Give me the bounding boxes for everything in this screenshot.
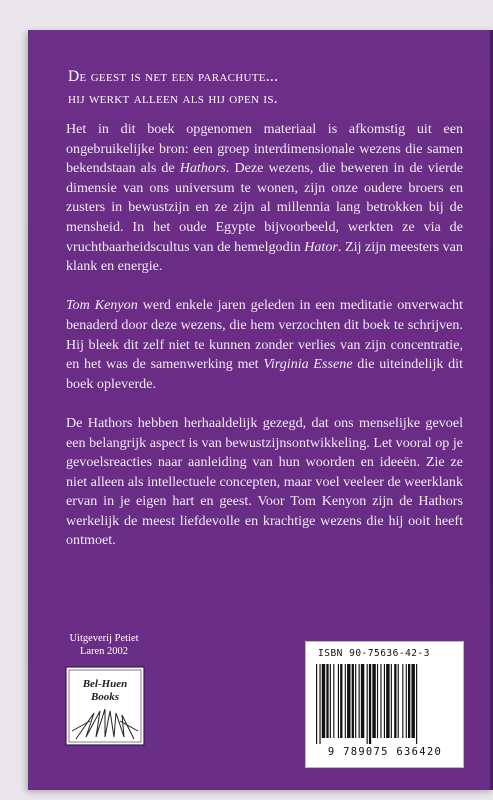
barcode-bar bbox=[326, 664, 328, 738]
barcode-bar bbox=[391, 664, 392, 738]
barcode-bar bbox=[355, 664, 356, 738]
headline-line-1: De geest is net een parachute... bbox=[68, 68, 279, 85]
barcode-bar bbox=[367, 664, 368, 744]
barcode-bar bbox=[333, 664, 334, 738]
barcode-bar bbox=[359, 664, 360, 738]
paragraph-2 bbox=[66, 296, 463, 394]
barcode-bar bbox=[322, 664, 325, 738]
barcode-bar bbox=[372, 664, 375, 738]
headline bbox=[68, 66, 468, 110]
barcode-bar bbox=[340, 664, 342, 738]
barcode-bar bbox=[408, 664, 410, 738]
p1-text-1: Het in dit boek opgenomen materiaal is afkomstig uit een ongebruikelijke bron: een groep interdimensionale wezens die samen bekendstaan als de bbox=[66, 121, 463, 177]
barcode-bar bbox=[402, 664, 403, 738]
barcode-bar bbox=[352, 664, 354, 738]
barcode-bar bbox=[394, 664, 396, 738]
barcode-icon bbox=[312, 664, 458, 744]
barcode-bar bbox=[330, 664, 331, 738]
bel-huen-books-logo bbox=[64, 665, 146, 747]
barcode-bar bbox=[319, 664, 320, 744]
paragraph-1 bbox=[66, 120, 463, 277]
p1-italic-hathors: Hathors bbox=[179, 160, 226, 177]
p2-text-1: werd enkele jaren geleden in een meditatie onverwacht benaderd door deze wezens, die hem verzochten dit boek te schrijven. Hij bleek dit zelf niet te kunnen zonder verlies van zijn concentratie, en het was de samenwerking met bbox=[66, 297, 463, 373]
isbn-barcode-box bbox=[305, 641, 464, 768]
barcode-bar bbox=[369, 664, 371, 744]
barcode-bar bbox=[345, 664, 346, 738]
publisher-place-year: Laren 2002 bbox=[79, 646, 129, 657]
headline-line-2: hij werkt alleen als hij open is. bbox=[68, 90, 278, 107]
p1-text-2: . Deze wezens, die beweren in de vierde dimensie van ons universum te wonen, zijn onze oudere broers en zusters in bewustzijn en ze zijn al millennia lang betrokken bij de mensheid. In het oude Egypte bijvoorbeeld, werkten ze via de vruchtbaarheidscultus van de hemelgodin bbox=[66, 160, 464, 255]
barcode-bar bbox=[377, 664, 378, 738]
p1-text-3: . Zij zijn meesters van klank en energie. bbox=[66, 238, 463, 275]
ean-digits: 9 789075 636420 bbox=[327, 746, 443, 758]
p2-italic-coauthor: Virginia Essene bbox=[263, 356, 353, 373]
barcode-bar bbox=[406, 664, 407, 738]
barcode-bar bbox=[416, 664, 417, 744]
logo-text-1: Bel-Huen bbox=[82, 678, 128, 690]
paragraph-3 bbox=[66, 414, 463, 551]
barcode-bar bbox=[398, 664, 399, 738]
blurb-text bbox=[66, 120, 463, 571]
p3-text-1: De Hathors hebben herhaaldelijk gezegd, dat ons menselijke gevoel een belangrijk aspect is van bewustzijnsontwikkeling. Let vooral op je gevoelsreacties naar aanleiding van hun woorden en ideeën. Zie ze niet alleen als intellectuele concepten, maar voel veeleer de weerklank ervan in je eigen hart en geest. Voor Tom Kenyon zijn de Hathors werkelijk de meest liefdevolle en krachtige wezens die hij ooit heeft ontmoet. bbox=[66, 414, 463, 549]
publisher-info bbox=[60, 632, 148, 658]
barcode-bar bbox=[380, 664, 381, 738]
p2-text-2: die uiteindelijk dit boek opleverde. bbox=[66, 356, 463, 392]
barcode-bar bbox=[411, 664, 414, 738]
barcode-bar bbox=[386, 664, 389, 738]
isbn-label: ISBN 90-75636-42-3 bbox=[318, 648, 430, 659]
barcode-bar bbox=[361, 664, 364, 738]
p1-italic-hator: Hator bbox=[304, 238, 338, 255]
p2-italic-author: Tom Kenyon bbox=[66, 297, 138, 314]
barcode-bar bbox=[347, 664, 350, 738]
barcode-bar bbox=[338, 664, 339, 738]
logo-text-2: Books bbox=[90, 691, 120, 703]
barcode-bar bbox=[384, 664, 385, 738]
barcode-bar bbox=[316, 664, 317, 744]
publisher-name: Uitgeverij Petiet bbox=[69, 633, 139, 644]
